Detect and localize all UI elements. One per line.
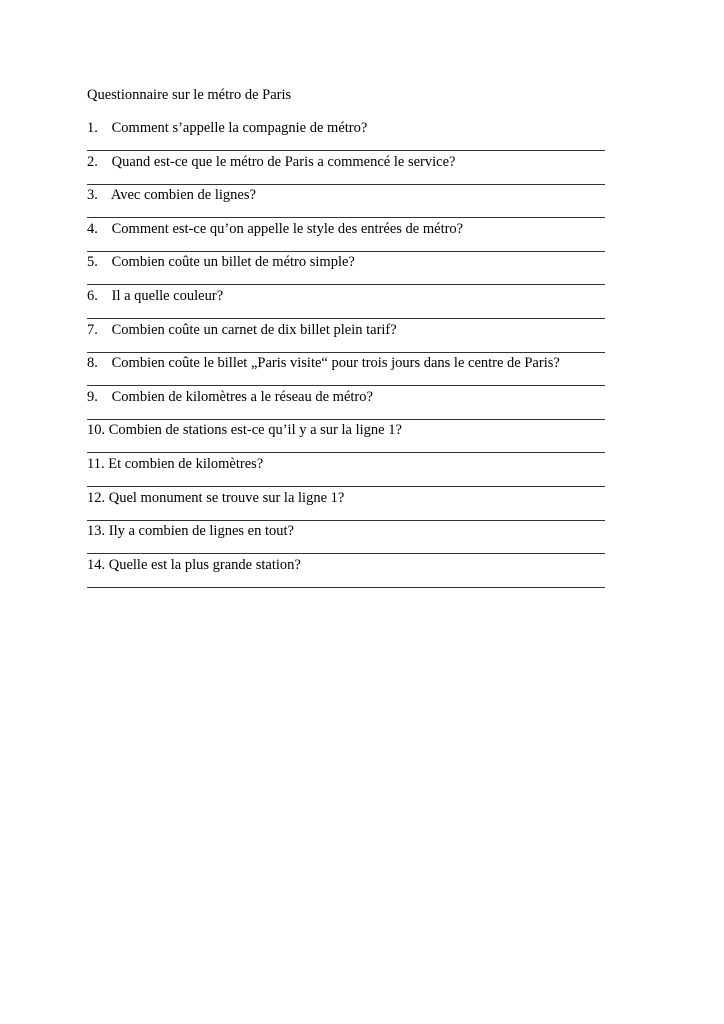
question-item	[87, 253, 605, 287]
answer-line[interactable]	[87, 553, 605, 554]
answer-line[interactable]	[87, 217, 605, 218]
question-item	[87, 388, 605, 422]
question-number: 11.	[87, 455, 105, 472]
question-text: Comment est-ce qu’on appelle le style des entrées de métro?	[111, 220, 464, 237]
question-item	[87, 220, 605, 254]
answer-line[interactable]	[87, 184, 605, 185]
question-text: Combien de kilomètres a le réseau de métro?	[111, 388, 373, 405]
answer-line[interactable]	[87, 352, 605, 353]
question-text: Combien coûte un carnet de dix billet plein tarif?	[111, 321, 397, 338]
question-number: 3.	[87, 187, 98, 204]
answer-line[interactable]	[87, 284, 605, 285]
question-number: 9.	[87, 388, 98, 405]
question-text: Et combien de kilomètres?	[108, 455, 264, 472]
question-text: Comment s’appelle la compagnie de métro?	[111, 120, 368, 136]
question-number: 12.	[87, 489, 106, 506]
document-title: Questionnaire sur le métro de Paris	[87, 87, 292, 103]
question-text-row	[87, 421, 402, 439]
question-item	[87, 522, 605, 556]
answer-line[interactable]	[87, 520, 605, 521]
answer-line[interactable]	[87, 251, 605, 252]
question-number: 1.	[87, 120, 98, 136]
question-text-row	[87, 321, 397, 339]
question-text: Quel monument se trouve sur la ligne 1?	[108, 489, 345, 506]
question-text-row	[87, 119, 367, 137]
question-text-row	[87, 153, 455, 171]
question-number: 4.	[87, 220, 98, 237]
answer-line[interactable]	[87, 318, 605, 319]
question-text: Avec combien de lignes?	[110, 187, 256, 204]
question-item	[87, 321, 605, 355]
question-item	[87, 287, 605, 321]
question-item	[87, 421, 605, 455]
question-item	[87, 489, 605, 523]
question-item	[87, 354, 605, 388]
question-number: 2.	[87, 153, 98, 170]
question-item	[87, 119, 605, 153]
question-text-row	[87, 253, 355, 271]
question-number: 5.	[87, 254, 98, 271]
question-text: Quand est-ce que le métro de Paris a commencé le service?	[111, 153, 456, 170]
question-text-row	[87, 388, 373, 406]
question-text-row	[87, 287, 223, 305]
question-text-row	[87, 354, 560, 372]
question-text: Quelle est la plus grande station?	[108, 556, 301, 573]
question-text-row	[87, 220, 463, 238]
question-list	[87, 119, 605, 589]
question-text: Combien de stations est-ce qu’il y a sur la ligne 1?	[108, 422, 402, 439]
question-text-row	[87, 556, 301, 574]
answer-line[interactable]	[87, 385, 605, 386]
question-text: Combien coûte un billet de métro simple?	[111, 254, 355, 271]
question-text-row	[87, 522, 294, 540]
question-item	[87, 556, 605, 590]
question-number: 6.	[87, 287, 98, 304]
question-number: 7.	[87, 321, 98, 338]
question-text: Ily a combien de lignes en tout?	[108, 523, 294, 540]
question-text-row	[87, 489, 344, 507]
question-number: 14.	[87, 556, 106, 573]
answer-line[interactable]	[87, 150, 605, 151]
question-text: Il a quelle couleur?	[111, 287, 224, 304]
question-item	[87, 455, 605, 489]
question-number: 8.	[87, 355, 98, 372]
question-text: Combien coûte le billet „Paris visite“ pour trois jours dans le centre de Paris?	[111, 355, 560, 372]
answer-line[interactable]	[87, 587, 605, 588]
answer-line[interactable]	[87, 452, 605, 453]
answer-line[interactable]	[87, 486, 605, 487]
question-text-row	[87, 186, 256, 204]
question-item	[87, 153, 605, 187]
answer-line[interactable]	[87, 419, 605, 420]
question-number: 10.	[87, 422, 106, 439]
question-item	[87, 186, 605, 220]
question-number: 13.	[87, 523, 106, 540]
question-text-row	[87, 455, 263, 473]
